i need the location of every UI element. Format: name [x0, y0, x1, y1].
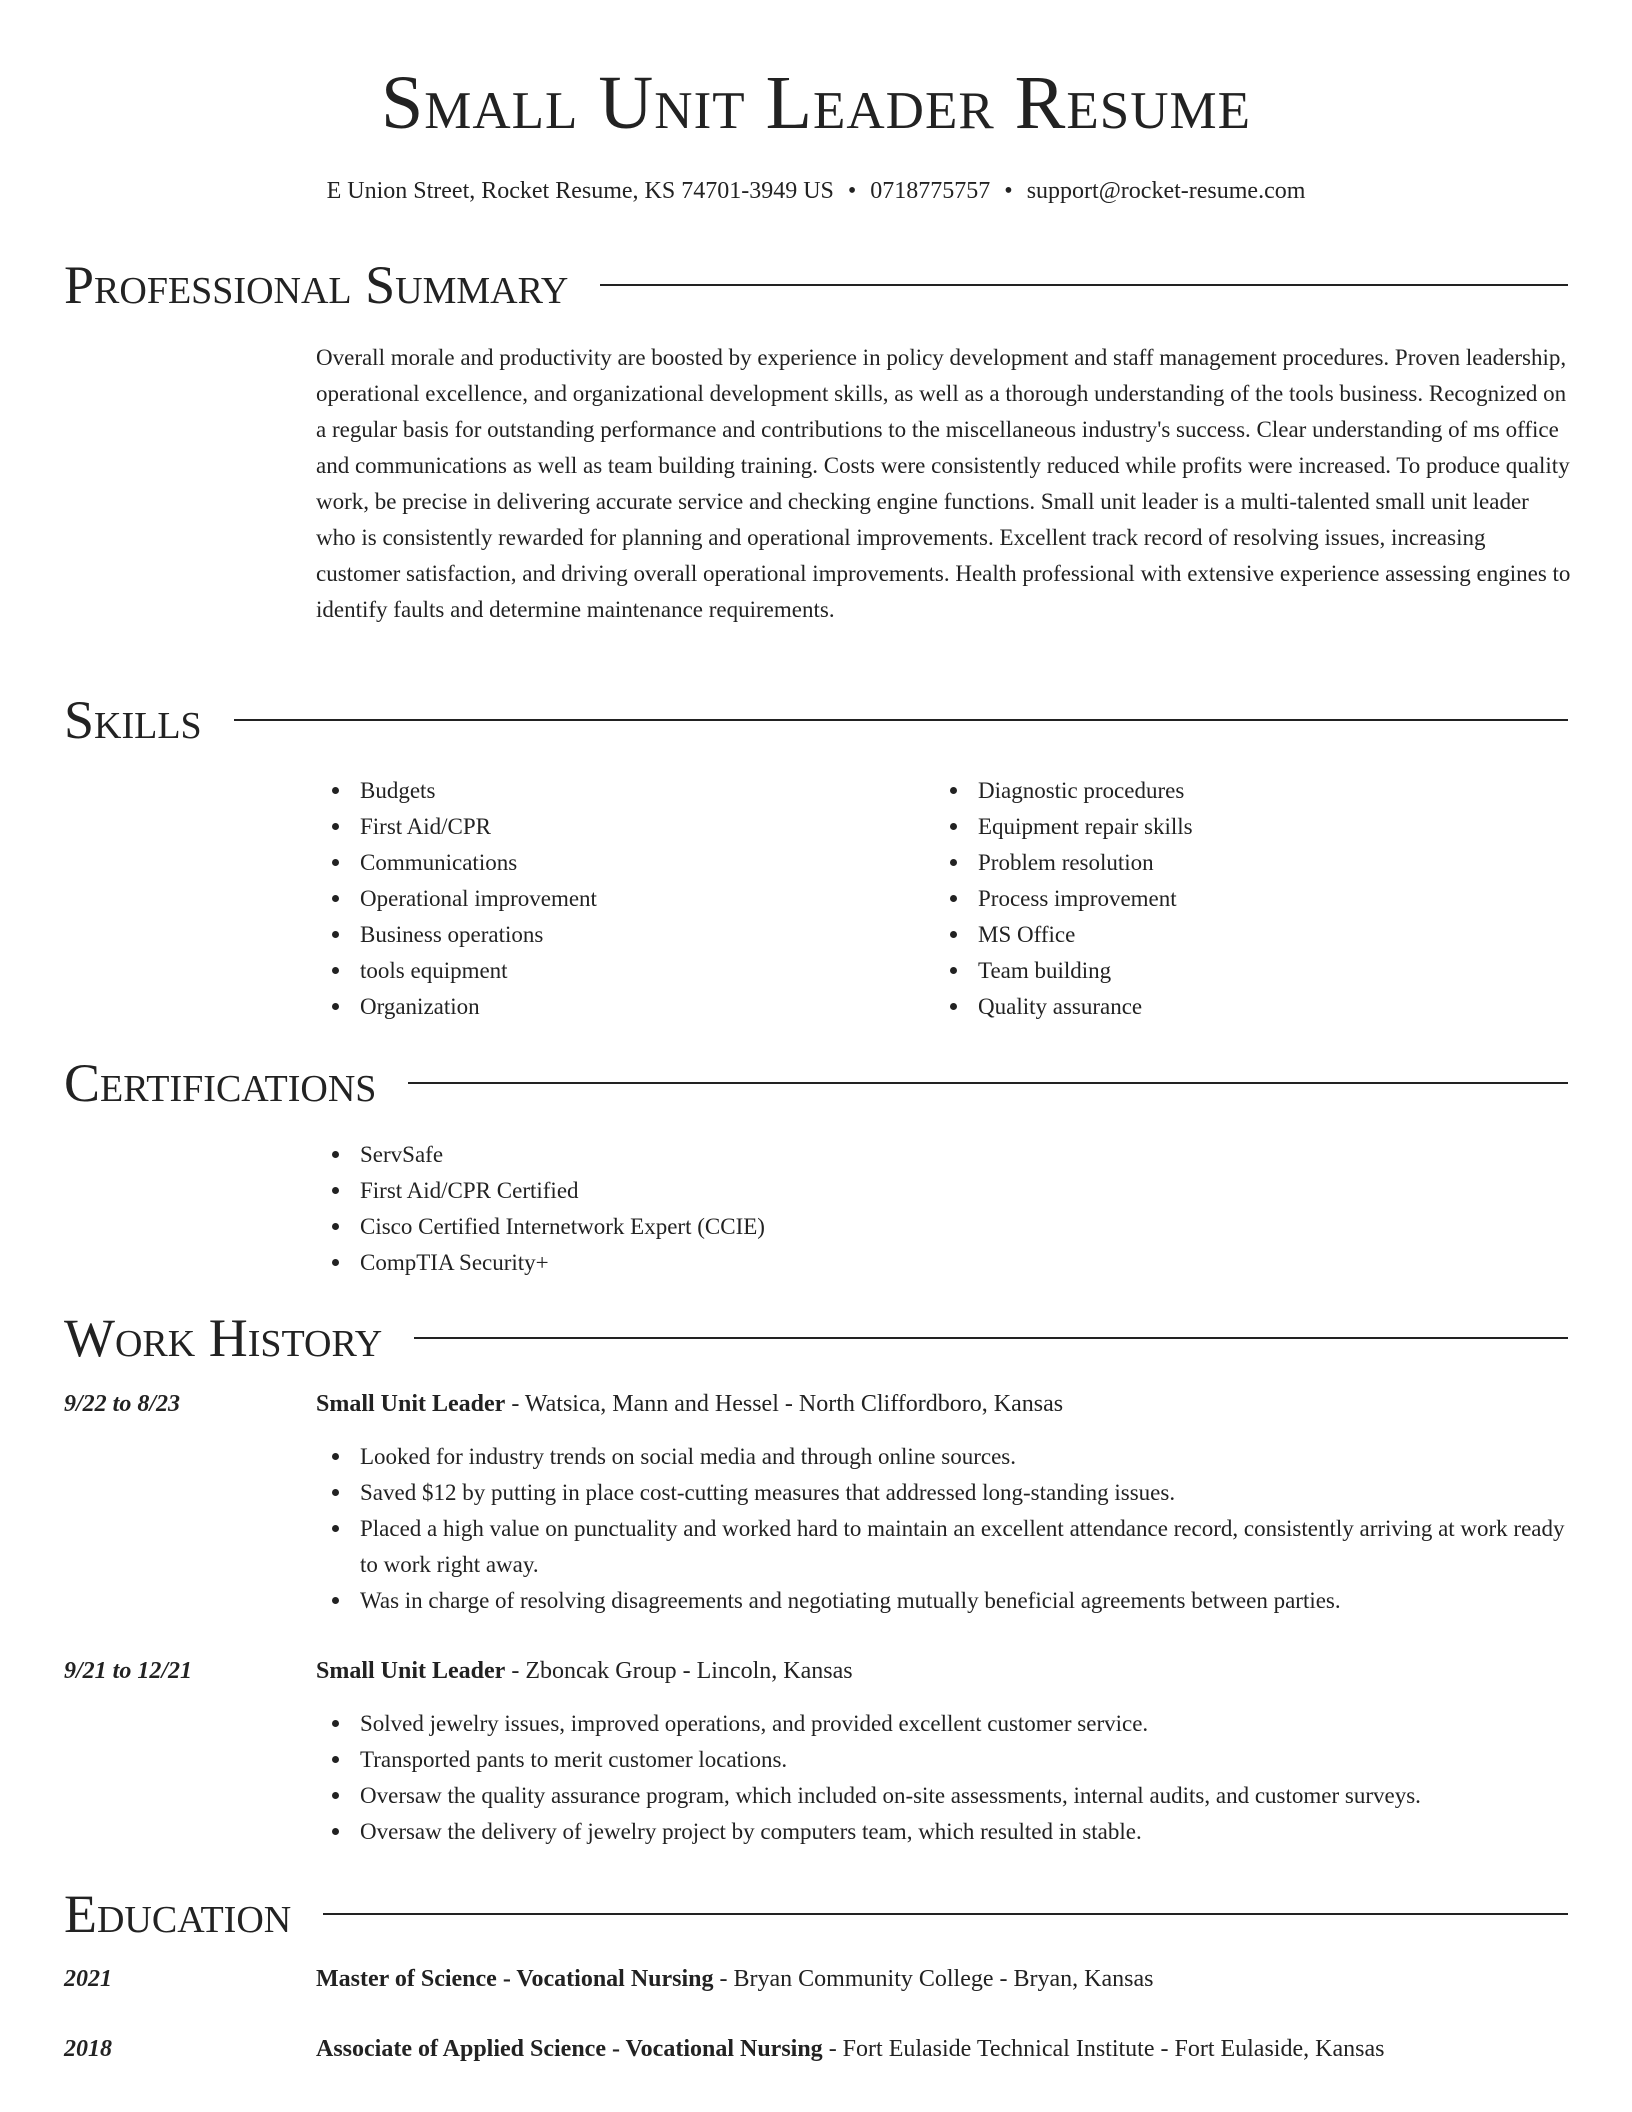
skill-item: Equipment repair skills: [934, 809, 1574, 845]
contact-separator: •: [847, 178, 857, 204]
job-employer: - Watsica, Mann and Hessel - North Cliffordboro, Kansas: [505, 1391, 1064, 1417]
skill-item: Quality assurance: [934, 989, 1574, 1025]
section-divider: [234, 719, 1568, 721]
section-header-summary: [64, 253, 1568, 317]
job-duty: Oversaw the delivery of jewelry project by computers team, which resulted in stable.: [316, 1814, 1572, 1850]
job-duty: Solved jewelry issues, improved operations, and provided excellent customer service.: [316, 1706, 1572, 1742]
contact-line: [0, 176, 1632, 206]
education-entry: [316, 1961, 1572, 1997]
certification-item: ServSafe: [316, 1137, 1572, 1173]
job-dates: 9/21 to 12/21: [64, 1658, 193, 1684]
summary-text: Overall morale and productivity are boosted by experience in policy development and staff management procedures. Proven leadership, operational excellence, and organizational development skills, as well as a thorough understanding of the tools business. Recognized on a regular basis for outstanding performance and contributions to the miscellaneous industry's success. Clear understanding of ms office and communications as well as team building training. Costs were consistently reduced while profits were increased. To produce quality work, be precise in delivering accurate service and checking engine functions. Small unit leader is a multi-talented small unit leader who is consistently rewarded for planning and operational improvements. Excellent track record of resolving issues, increasing customer satisfaction, and driving overall operational improvements. Health professional with extensive experience assessing engines to identify faults and determine maintenance requirements.: [316, 345, 1571, 622]
job-duty: Was in charge of resolving disagreements and negotiating mutually beneficial agreements between parties.: [316, 1583, 1572, 1619]
section-title-education: Education: [64, 1884, 292, 1944]
skill-item: MS Office: [934, 917, 1574, 953]
education-degree: Associate of Applied Science - Vocational Nursing: [316, 2036, 823, 2062]
section-divider: [408, 1082, 1568, 1084]
skill-item: Problem resolution: [934, 845, 1574, 881]
job-title: Small Unit Leader: [316, 1391, 506, 1417]
job-employer: - Zboncak Group - Lincoln, Kansas: [505, 1658, 853, 1684]
education-school: - Fort Eulaside Technical Institute - Fort Eulaside, Kansas: [822, 2036, 1385, 2062]
section-title-work-history: Work History: [64, 1308, 383, 1368]
education-degree: Master of Science - Vocational Nursing: [316, 1966, 714, 1992]
job-duty: Looked for industry trends on social media and through online sources.: [316, 1439, 1572, 1475]
education-year: 2021: [64, 1966, 112, 1992]
resume-title: Small Unit Leader Resume: [381, 61, 1251, 145]
skill-item: Communications: [316, 845, 916, 881]
section-title-skills: Skills: [64, 690, 202, 750]
contact-address: E Union Street, Rocket Resume, KS 74701-3949 US: [326, 178, 834, 204]
job-title: Small Unit Leader: [316, 1658, 506, 1684]
certification-item: Cisco Certified Internetwork Expert (CCIE): [316, 1209, 1572, 1245]
job-heading: [316, 1386, 1572, 1422]
skill-item: Organization: [316, 989, 916, 1025]
job-duties-list: [316, 1439, 1572, 1619]
section-header-certifications: [64, 1051, 1568, 1115]
job-duty: Transported pants to merit customer locations.: [316, 1742, 1572, 1778]
job-duties-list: [316, 1706, 1572, 1850]
section-divider: [414, 1337, 1568, 1339]
section-title-summary: Professional Summary: [64, 255, 569, 315]
section-title-certifications: Certifications: [64, 1053, 377, 1113]
education-school: - Bryan Community College - Bryan, Kansas: [713, 1966, 1154, 1992]
skill-item: Team building: [934, 953, 1574, 989]
skill-item: Operational improvement: [316, 881, 916, 917]
job-duty: Oversaw the quality assurance program, which included on-site assessments, internal audits, and customer surveys.: [316, 1778, 1572, 1814]
skill-item: Diagnostic procedures: [934, 773, 1574, 809]
skill-item: Budgets: [316, 773, 916, 809]
certification-item: First Aid/CPR Certified: [316, 1173, 1572, 1209]
education-year: 2018: [64, 2036, 112, 2062]
skills-list-left: [316, 773, 916, 1025]
section-divider: [323, 1913, 1568, 1915]
contact-phone: 0718775757: [870, 178, 991, 204]
job-duty: Saved $12 by putting in place cost-cutting measures that addressed long-standing issues.: [316, 1475, 1572, 1511]
certifications-list: [316, 1137, 1572, 1281]
section-header-skills: [64, 688, 1568, 752]
skill-item: tools equipment: [316, 953, 916, 989]
section-header-education: [64, 1882, 1568, 1946]
education-entry: [316, 2031, 1572, 2067]
skill-item: First Aid/CPR: [316, 809, 916, 845]
job-duty: Placed a high value on punctuality and worked hard to maintain an excellent attendance record, consistently arriving at work ready to work right away.: [316, 1511, 1572, 1583]
contact-email: support@rocket-resume.com: [1026, 178, 1306, 204]
skill-item: Process improvement: [934, 881, 1574, 917]
section-header-work-history: [64, 1306, 1568, 1370]
skill-item: Business operations: [316, 917, 916, 953]
certification-item: CompTIA Security+: [316, 1245, 1572, 1281]
section-divider: [600, 284, 1568, 286]
job-heading: [316, 1653, 1572, 1689]
job-dates: 9/22 to 8/23: [64, 1391, 181, 1417]
skills-list-right: [934, 773, 1574, 1025]
contact-separator: •: [1004, 178, 1013, 204]
